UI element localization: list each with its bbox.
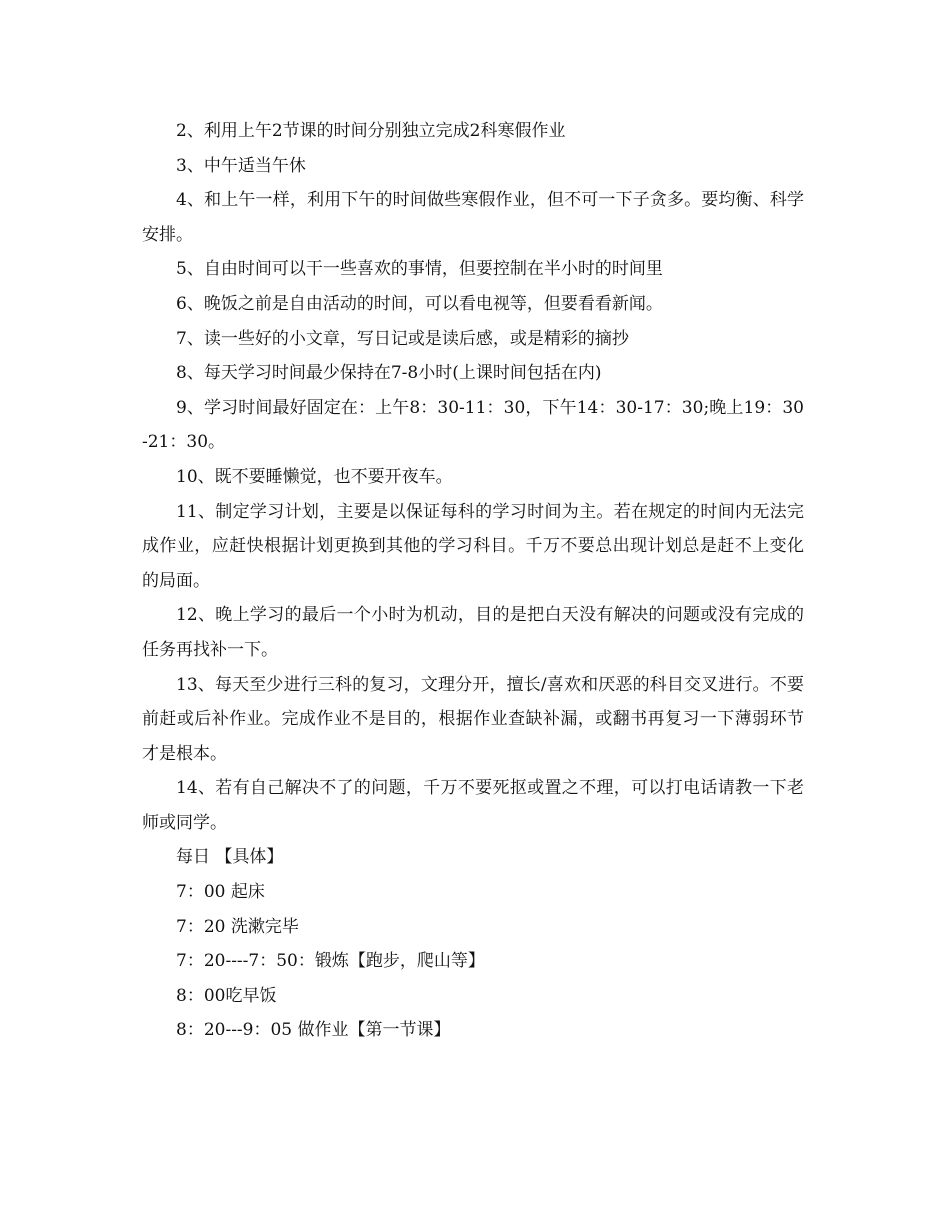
paragraph-7: 7、读一些好的小文章，写日记或是读后感，或是精彩的摘抄 [176, 328, 629, 349]
paragraph-11: 11、制定学习计划，主要是以保证每科的学习时间为主。若在规定的时间内无法完成作业，应赶快根据计划更换到其他的学习科目。千万不要总出现计划总是赶不上变化的局面。 [142, 501, 804, 591]
schedule-item-wake: 7：00 起床 [176, 882, 265, 903]
paragraph-3: 3、中午适当午休 [176, 155, 306, 176]
schedule-item-homework: 8：20---9：05 做作业【第一节课】 [176, 1020, 451, 1041]
schedule-item-breakfast: 8：00吃早饭 [176, 985, 277, 1006]
paragraph-10: 10、既不要睡懒觉，也不要开夜车。 [176, 466, 453, 487]
document-body [142, 114, 804, 1048]
paragraph-4: 4、和上午一样，利用下午的时间做些寒假作业，但不可一下子贪多。要均衡、科学安排。 [142, 190, 804, 245]
schedule-item-exercise: 7：20----7：50：锻炼【跑步，爬山等】 [176, 951, 485, 972]
schedule-heading: 每日 【具体】 [176, 847, 284, 868]
paragraph-5: 5、自由时间可以干一些喜欢的事情，但要控制在半小时的时间里 [176, 259, 663, 280]
paragraph-8: 8、每天学习时间最少保持在7-8小时(上课时间包括在内) [176, 363, 602, 384]
paragraph-12: 12、晚上学习的最后一个小时为机动，目的是把白天没有解决的问题或没有完成的任务再找补一下。 [142, 605, 804, 660]
schedule-item-wash: 7：20 洗漱完毕 [176, 916, 299, 937]
paragraph-2: 2、利用上午2节课的时间分别独立完成2科寒假作业 [176, 121, 566, 141]
paragraph-13: 13、每天至少进行三科的复习，文理分开，擅长/喜欢和厌恶的科目交叉进行。不要前赶或后补作业。完成作业不是目的，根据作业查缺补漏，或翻书再复习一下薄弱环节才是根本。 [142, 674, 804, 764]
paragraph-6: 6、晚饭之前是自由活动的时间，可以看电视等，但要看看新闻。 [176, 293, 663, 314]
paragraph-9: 9、学习时间最好固定在：上午8：30-11：30，下午14：30-17：30;晚上19：30-21：30。 [142, 397, 804, 453]
paragraph-14: 14、若有自己解决不了的问题，千万不要死抠或置之不理，可以打电话请教一下老师或同学。 [142, 778, 804, 833]
